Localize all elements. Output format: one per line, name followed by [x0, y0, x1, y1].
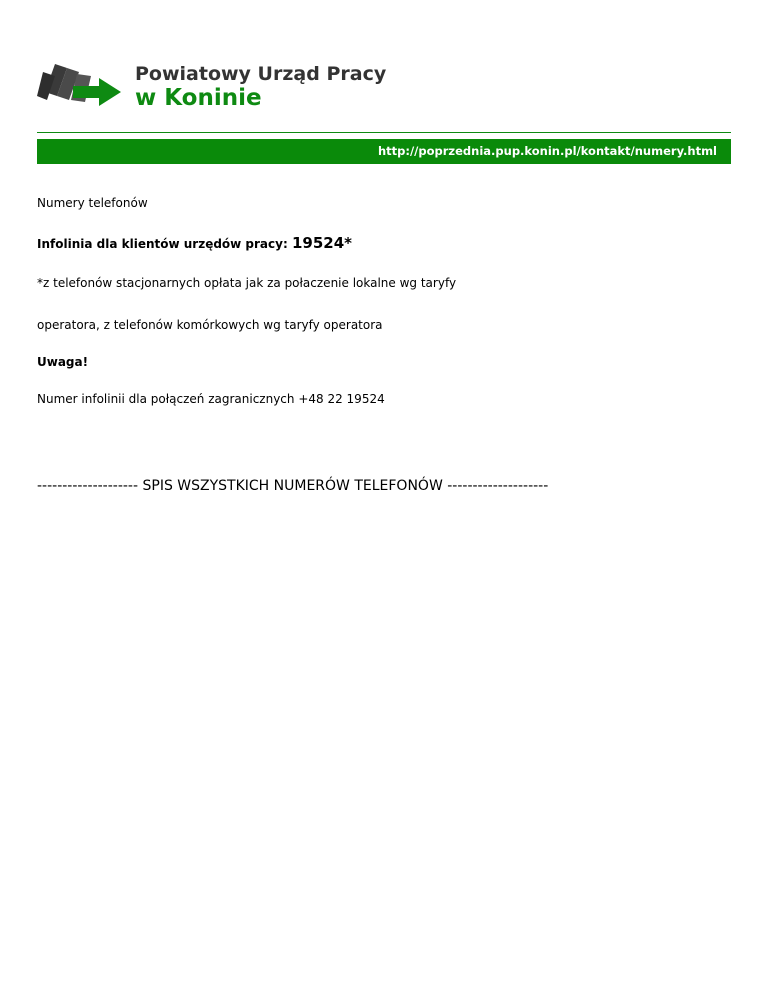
hotline-label: Infolinia dla klientów urzędów pracy: — [37, 237, 288, 251]
page-heading: Numery telefonów — [37, 196, 148, 210]
url-banner — [37, 139, 731, 164]
header-divider — [37, 132, 731, 133]
hotline-line — [37, 234, 352, 252]
warning-label: Uwaga! — [37, 355, 89, 369]
logo-title-line1: Powiatowy Urząd Pracy — [135, 63, 387, 85]
tariff-note-line1: *z telefonów stacjonarnych opłata jak za połaczenie lokalne wg taryfy — [37, 276, 457, 290]
international-number: Numer infolinii dla połączeń zagranicznych +48 22 19524 — [37, 392, 385, 406]
tariff-note-line2: operatora, z telefonów komórkowych wg taryfy operatora — [37, 318, 383, 332]
logo-title-line2: w Koninie — [135, 85, 262, 111]
phone-list-header: -------------------- SPIS WSZYSTKICH NUMERÓW TELEFONÓW -------------------- — [37, 478, 549, 494]
hotline-number: 19524* — [291, 234, 352, 252]
pup-logo — [37, 60, 397, 115]
logo-arrow-icon — [37, 62, 123, 108]
page-url[interactable]: http://poprzednia.pup.konin.pl/kontakt/numery.html — [377, 144, 717, 158]
